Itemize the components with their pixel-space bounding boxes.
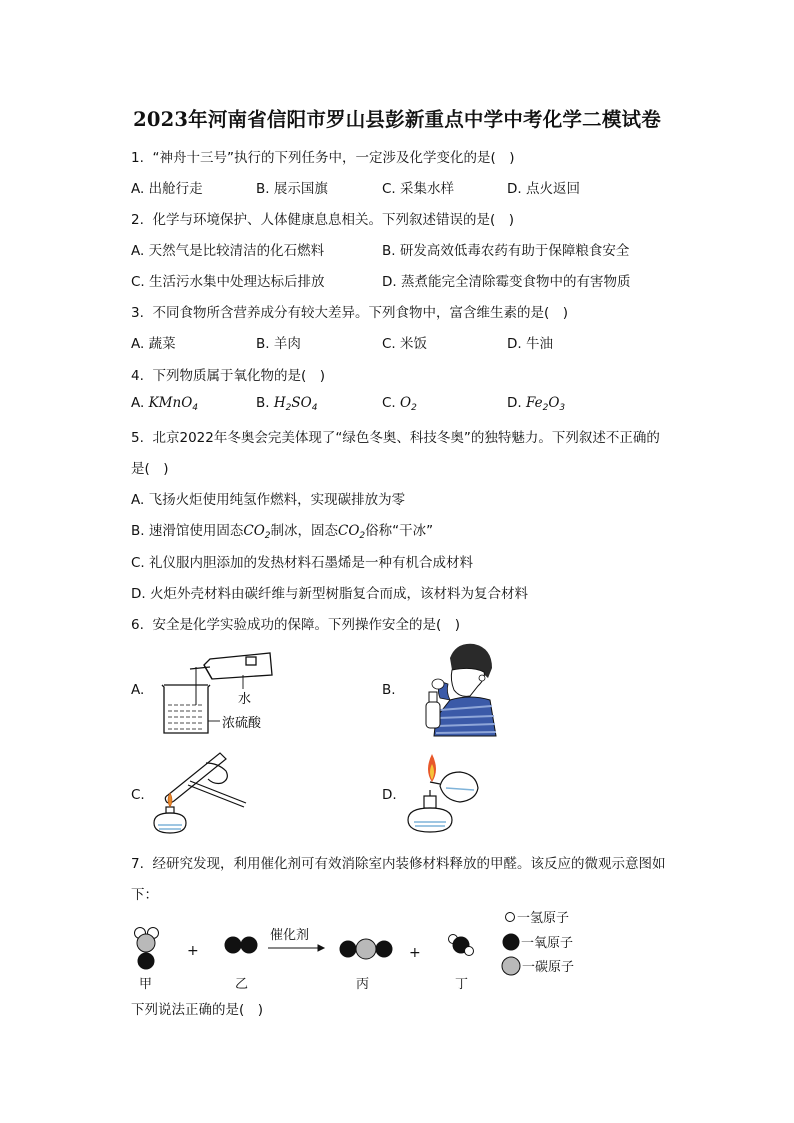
acid-label: 浓硫酸 [222,716,262,731]
legend-oxygen: 一氧原子 [521,936,574,951]
question-number: 5. [131,430,144,446]
label-jia: 甲 [139,977,153,992]
carbon-atom [356,939,376,959]
option-c: C. $O_2$ [382,395,417,413]
legend-carbon: 一碳原子 [522,960,575,975]
reaction-diagram [125,905,595,995]
option-a: A. 出舱行走 [131,181,203,197]
option-d-label: D. [382,787,397,803]
option-b: B. 羊肉 [256,336,301,352]
question-text: 北京2022年冬奥会完美体现了“绿色冬奥、科技冬奥”的独特魅力。下列叙述不正确的 [152,430,660,446]
legend-oxygen-icon [503,934,519,950]
question-number: 4. [131,368,144,384]
option-c: C. 礼仪服内胆添加的发热材料石墨烯是一种有机合成材料 [131,555,474,571]
legend-hydrogen-icon [506,913,515,922]
heating-tube-figure [148,745,258,840]
question-6 [131,613,460,633]
dilution-figure [150,645,290,740]
formula: Fe [525,395,543,411]
option-c: C. 生活污水集中处理达标后排放 [131,274,325,290]
question-2 [131,208,514,228]
question-text: 不同食物所含营养成分有较大差异。下列食物中，富含维生素的是( ) [152,305,569,321]
question-7 [131,852,665,872]
question-text: 经研究发现，利用催化剂可有效消除室内装修材料释放的甲醛。该反应的微观示意图如 [152,856,666,872]
option-a-label: A. [131,682,145,698]
question-1 [131,146,515,166]
option-d: D. 蒸煮能完全清除霉变食物中的有害物质 [382,274,631,290]
hydrogen-atom [465,947,474,956]
option-c: C. 米饭 [382,336,428,352]
question-number: 1. [131,150,144,166]
plus-sign: + [409,945,421,961]
plus-sign: + [187,943,199,959]
page-title: 2023年河南省信阳市罗山县彭新重点中学中考化学二模试卷 [133,108,661,131]
question-5 [131,426,660,446]
option-b-label: B. [382,682,396,698]
question-text: “神舟十三号”执行的下列任务中，一定涉及化学变化的是( ) [152,150,515,166]
question-text-cont: 下： [131,887,158,903]
option-d: D. 火炬外壳材料由碳纤维与新型树脂复合而成，该材料为复合材料 [131,586,528,602]
oxygen-atom [241,937,257,953]
option-b: B. 研发高效低毒农药有助于保障粮食安全 [382,243,630,259]
legend-carbon-icon [502,957,520,975]
formula: KMnO [148,395,193,411]
oxygen-atom [225,937,241,953]
option-d: D. 点火返回 [507,181,580,197]
question-number: 3. [131,305,144,321]
question-4 [131,364,325,384]
option-b: B. 展示国旗 [256,181,328,197]
legend-hydrogen: 一氢原子 [517,911,570,926]
lamp-lighting-figure [400,750,500,840]
option-b: B. $H_2SO_4$ [256,395,318,413]
smelling-figure [400,640,500,740]
catalyst-label: 催化剂 [270,928,310,943]
question-number: 7. [131,856,144,872]
oxygen-atom [138,953,154,969]
formula: H [273,395,286,411]
option-a: A. 飞扬火炬使用纯氢作燃料，实现碳排放为零 [131,492,406,508]
question-number: 6. [131,617,144,633]
question-text-cont: 下列说法正确的是( ) [131,1002,264,1018]
oxygen-atom [340,941,356,957]
option-a: A. 蔬菜 [131,336,176,352]
question-text: 安全是化学实验成功的保障。下列操作安全的是( ) [152,617,461,633]
question-number: 2. [131,212,144,228]
carbon-atom [137,934,155,952]
option-b: B. 速滑馆使用固态$CO_2$制冰，固态$CO_2$俗称“干冰” [131,523,434,541]
label-bing: 丙 [356,977,370,992]
question-text: 化学与环境保护、人体健康息息相关。下列叙述错误的是( ) [152,212,515,228]
oxygen-atom [376,941,392,957]
option-c: C. 采集水样 [382,181,455,197]
option-a: A. 天然气是比较清洁的化石燃料 [131,243,325,259]
option-c-label: C. [131,787,145,803]
question-text-cont: 是( ) [131,461,169,477]
option-d: D. $Fe_2O_3$ [507,395,566,413]
label-ding: 丁 [455,977,469,992]
label-yi: 乙 [235,977,249,992]
option-d: D. 牛油 [507,336,553,352]
question-3 [131,301,568,321]
formula: O [400,395,412,411]
option-a: A. KMnO$_4$ [131,395,198,413]
water-label: 水 [238,692,252,707]
question-text: 下列物质属于氧化物的是( ) [152,368,326,384]
